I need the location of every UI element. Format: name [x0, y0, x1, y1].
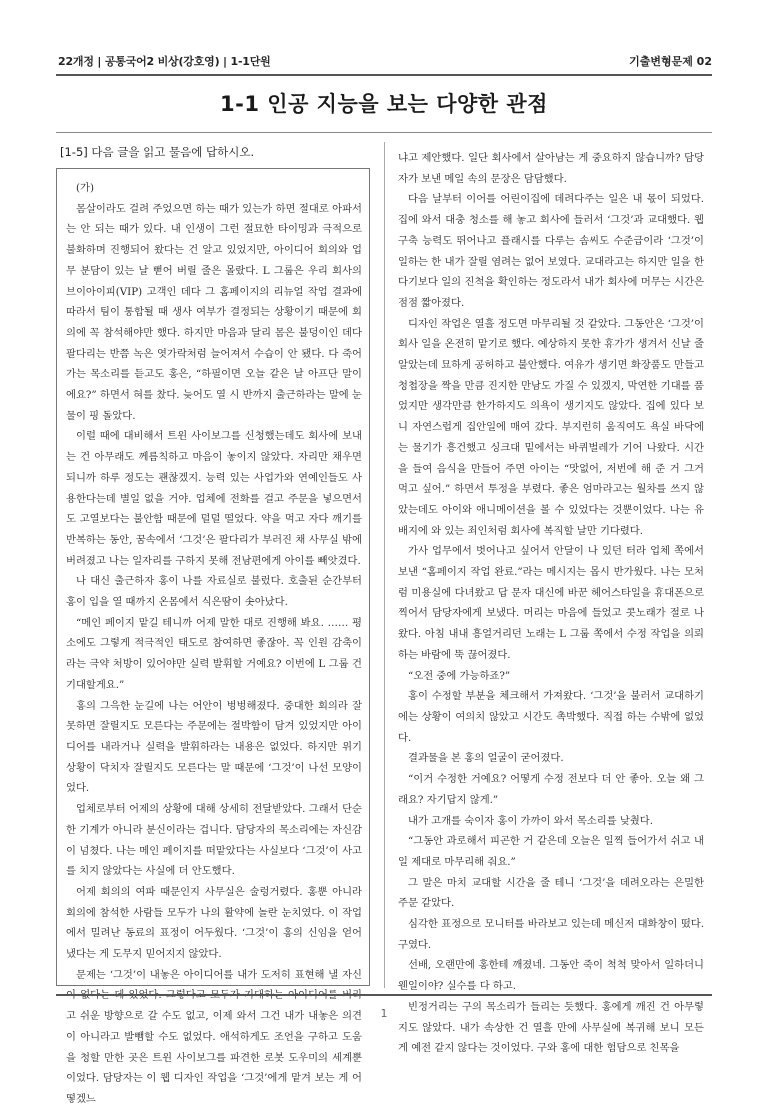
footer-divider — [56, 994, 712, 996]
paragraph: 홍이 수정할 부분을 체크해서 가져왔다. ‘그것’을 불러서 교대하기에는 상황이 여의치 않았고 시간도 촉박했다. 직접 하는 수밖에 없었다. — [398, 690, 704, 744]
paragraph: 가사 업무에서 벗어나고 싶어서 안달이 나 있던 터라 업체 쪽에서 보낸 “홈페이지 작업 완료.”라는 메시지는 몹시 반가웠다. 나는 모처럼 미용실에 다녀왔고 답 문자 대신에 바꾼 헤어스타일을 휴대폰으로 찍어서 담당자에게 보냈다. 머리는 마음에 들었고 콧노래가 절로 나왔다. 아침 내내 흥얼거리던 노래는 L 그룹 쪽에서 수정 작업을 의뢰하는 바람에 뚝 끊어졌다. — [398, 545, 704, 661]
page-title: 1-1 인공 지능을 보는 다양한 관점 — [220, 92, 548, 116]
title-divider — [56, 132, 712, 133]
paragraph: “오전 중에 가능하죠?” — [408, 669, 511, 682]
paragraph: 내가 고개를 숙이자 홍이 가까이 와서 목소리를 낮췄다. — [408, 814, 654, 827]
paragraph: 심각한 표정으로 모니터를 바라보고 있는데 메신저 대화창이 떴다. 구였다. — [398, 918, 704, 951]
passage-marker: (가) — [76, 182, 94, 194]
paragraph: 결과물을 본 홍의 얼굴이 굳어졌다. — [408, 752, 564, 765]
passage-right-column — [398, 148, 704, 1059]
paragraph: 홍의 그윽한 눈길에 나는 어안이 벙벙해졌다. 중대한 회의라 잘못하면 잘릴지도 모른다는 주문에는 절박함이 담겨 있었지만 아이디어를 내라거나 실력을 발휘하라는 내용은 없었다. 하지만 위기 상황이 닥치자 잘릴지도 모른다는 말 때문에 ‘그것’이 나선 모양이었다. — [66, 699, 362, 795]
header-course-info: 22개정 | 공통국어2 비상(강호영) | 1-1단원 — [58, 55, 271, 68]
paragraph: 나 대신 출근하자 홍이 나를 자료실로 불렀다. 호출된 순간부터 홍이 입을 열 때까지 온몸에서 식은땀이 솟아났다. — [66, 575, 362, 609]
page-number: 1 — [380, 1007, 388, 1020]
paragraph: 그 말은 마치 교대할 시간을 줄 테니 ‘그것’을 데려오라는 은밀한 주문 같았다. — [398, 876, 704, 910]
paragraph: 빈정거리는 구의 목소리가 들리는 듯했다. 홍에게 깨진 건 아무렇지도 않았다. 내가 속상한 건 열흘 만에 사무실에 복귀해 보니 모든 게 예전 같지 않다는 것이었다. 구와 홍에 대한 험담으로 친목을 — [398, 1000, 704, 1055]
header-divider — [56, 74, 712, 76]
paragraph: 문제는 ‘그것’이 내놓은 아이디어를 내가 도저히 표현해 낼 자신이 없다는 데 있었다. 그렇다고 모두가 기대하는 아이디어를 버리고 쉬운 방향으로 갈 수도 없고, 이제 와서 그건 내가 내놓은 의견이 아니라고 발뺌할 수도 없었다. 애석하게도 조언을 구하고 도움을 청할 만한 곳은 트윈 사이보그를 파견한 로봇 도우미의 세계뿐이었다. 담당자는 이 웹 디자인 작업을 ‘그것’에게 맡겨 보는 게 어떻겠느 — [66, 968, 362, 1105]
paragraph: “메인 페이지 맡길 테니까 어제 말한 대로 진행해 봐요. …… 평소에도 그렇게 적극적인 태도로 참여하면 좋잖아. 꼭 인원 감축이라는 극약 처방이 있어야만 실력 발휘할 거예요? 이번에 L 그룹 건 기대할게요.” — [66, 616, 362, 691]
paragraph: 다음 날부터 이어를 어린이집에 데려다주는 일은 내 몫이 되었다. 집에 와서 대충 청소를 해 놓고 회사에 들러서 ‘그것’과 교대했다. 웹 구축 능력도 뛰어나고 플래시를 다루는 솜씨도 수준급이라 ‘그것’이 일하는 한 내가 잘릴 염려는 없어 보였다. 교대라고는 하지만 일을 한다기보다 일의 진척을 확인하는 정도라서 내가 회사에 머무는 시간은 점점 짧아졌다. — [398, 193, 704, 309]
paragraph: 어제 회의의 여파 때문인지 사무실은 술렁거렸다. 홍뿐 아니라 회의에 참석한 사람들 모두가 나의 활약에 놀란 눈치였다. 이 작업에서 밀려난 동료의 표정이 어두웠다. ‘그것’이 홍의 신임을 얻어 냈다는 게 도무지 믿어지지 않았다. — [66, 885, 362, 961]
passage-left-column — [66, 178, 362, 1110]
paragraph: 냐고 제안했다. 일단 회사에서 살아남는 게 중요하지 않습니까? 담당자가 보낸 메일 속의 문장은 담담했다. — [398, 152, 704, 185]
header-exam-label: 기출변형문제 02 — [629, 55, 712, 68]
paragraph: 이럴 때에 대비해서 트윈 사이보그를 신청했는데도 회사에 보내는 건 아무래도 께름칙하고 마음이 놓이지 않았다. 자리만 채우면 되니까 하루 정도는 괜찮겠지. 능력 있는 사업가와 연예인들도 사용한다는데 별일 없을 거야. 업체에 전화를 걸고 주문을 넣으면서도 고열보다는 불안함 때문에 덜덜 떨었다. 약을 먹고 자다 깨기를 반복하는 동안, 꿈속에서 ‘그것’은 팔다리가 부러진 채 사무실 밖에 버려졌고 나는 일자리를 구하지 못해 전남편에게 아이를 빼앗겼다. — [66, 430, 362, 567]
paragraph: 업체로부터 어제의 상황에 대해 상세히 전달받았다. 그래서 단순한 기계가 아니라 분신이라는 겁니다. 담당자의 목소리에는 자신감이 넘쳤다. 나는 메인 페이지를 떠맡았다는 사실보다 ‘그것’이 사고를 치지 않았다는 사실에 더 안도했다. — [66, 803, 362, 878]
paragraph: 선배, 오랜만에 홍한테 깨졌네. 그동안 죽이 척척 맞아서 일하더니 웬일이야? 실수를 다 하고. — [398, 959, 704, 993]
paragraph: 디자인 작업은 열흘 정도면 마무리될 것 같았다. 그동안은 ‘그것’이 회사 일을 온전히 맡기로 했다. 예상하지 못한 휴가가 생겨서 신날 줄 알았는데 묘하게 공허하고 불안했다. 여유가 생기면 화장품도 만들고 청첩장을 짝을 만큼 진지한 만남도 가질 수 있겠지, 막연한 기대를 품었지만 생각만큼 한가하지도 의욕이 생기지도 않았다. 집에 있다 보니 자연스럽게 집안일에 매여 갔다. 부지런히 움직여도 욕실 바닥에는 물기가 흥건했고 싱크대 밑에서는 바퀴벌레가 기어 나왔다. 시간을 들여 음식을 만들어 주면 아이는 “맛없어, 저번에 해 준 거 그거 먹고 싶어.” 하면서 투정을 부렸다. 좋은 엄마라고는 월차를 쓰지 않았는데도 아이와 애니메이션을 볼 수 있었다는 것뿐이었다. 나는 유배지에 와 있는 죄인처럼 회사에 복직할 날만 기다렸다. — [398, 317, 704, 537]
paragraph: 몸살이라도 걸려 주었으면 하는 때가 있는가 하면 절대로 아파서는 안 되는 때가 있다. 내 인생이 그런 절묘한 타이밍과 극적으로 불화하며 진행되어 왔다는 건 알고 있었지만, 아이디어 회의와 업무 분담이 있는 날 뻗어 버릴 줄은 몰랐다. L 그룹은 우리 회사의 브이아이피(VIP) 고객인 데다 그 홈페이지의 리뉴얼 작업 결과에 따라서 팀이 통합될 때 생사 여부가 결정되는 상황이기 때문에 회의에 꼭 참석해야만 했다. 하지만 마음과 달리 몸은 불덩이인 데다 팔다리는 반쯤 녹은 엿가락처럼 늘어져서 수습이 안 됐다. 다 죽어 가는 목소리를 듣고도 홍은, “하필이면 오늘 같은 날 아프단 말이에요?” 하면서 혀를 찼다. 늦어도 열 시 반까지 출근하라는 말에 눈물이 핑 돌았다. — [66, 202, 362, 422]
question-instruction: [1-5] 다음 글을 읽고 물음에 답하시오. — [60, 145, 255, 159]
column-divider — [384, 142, 385, 988]
paragraph: “그동안 과로해서 피곤한 거 같은데 오늘은 일찍 들어가서 쉬고 내일 제대로 마무리해 줘요.” — [398, 835, 704, 868]
paragraph: “이거 수정한 거예요? 어떻게 수정 전보다 더 안 좋아. 오늘 왜 그래요? 자기답지 않게.” — [398, 773, 704, 806]
